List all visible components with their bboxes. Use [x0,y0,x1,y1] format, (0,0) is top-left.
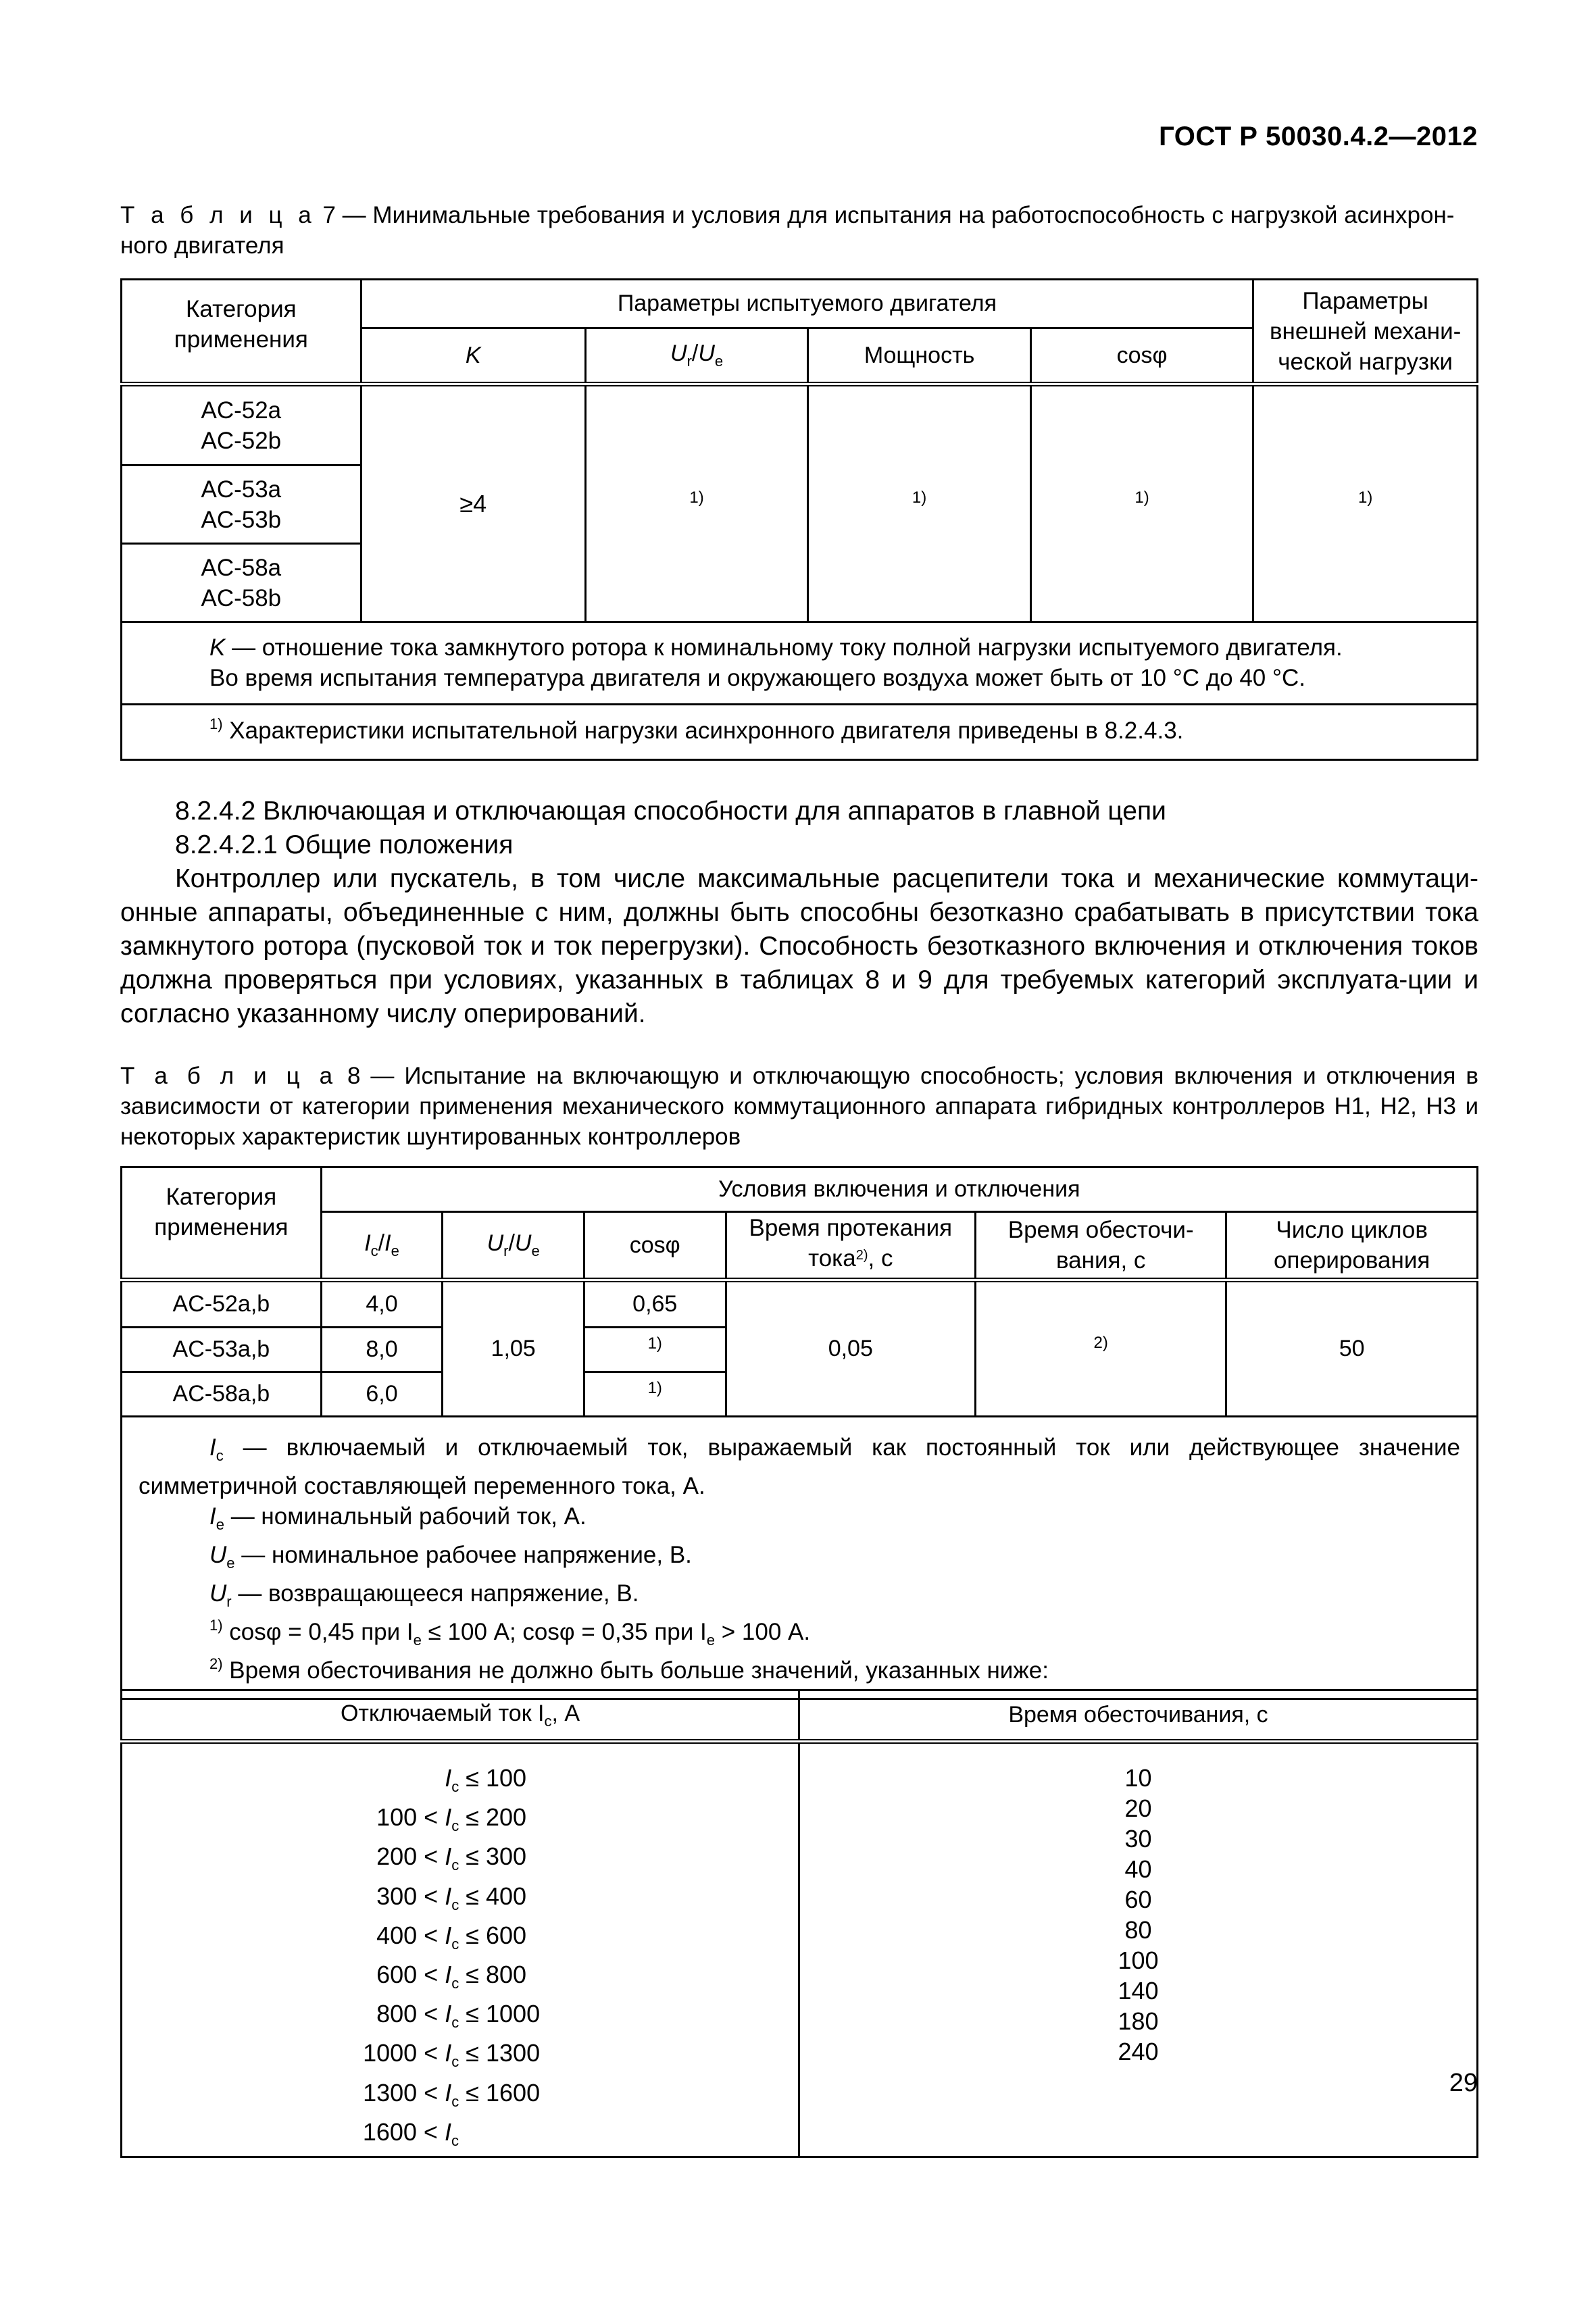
table8 [120,1166,1478,1700]
range-row: $1300 < I_c \le 1600$ [363,2078,541,2110]
table8-time-value: 0,05 [726,1280,975,1417]
body-paragraph: Контроллер или пускатель, в том числе максимальные расцепители тока и механические коммутаци-онные аппараты, объединенные с ним, должны быть способны безотказно срабатывать в присутствии тока замкнутого ротора (пусковой ток и ток перегрузки). Способность безотказного включения и отключения токов должна проверяться при условиях, указанных в таблицах 8 и 9 для требуемых категорий эксплуата-ции и согласно указанному числу оперирований. [120,864,1478,1028]
table7-cos-value: 1) [1030,384,1253,622]
table8-row-cos: 0,65 [584,1280,726,1328]
breaking-current-ranges [122,1742,799,2157]
table8-sub-break: Время обесточи-вания, с [976,1212,1226,1280]
table8-row-ic-ie: 8,0 [321,1328,443,1372]
table7-note: K — отношение тока замкнутого ротора к номинальному току полной нагрузки испытуемого двигателя. Во время испытания температура двигателя и окружающего воздуха может быть от 10 °С до 40 °С. [122,622,1478,705]
table8-sub-ur-ue: $U_r/U_e$ [443,1212,584,1280]
table8-ur-value: 1,05 [443,1280,584,1417]
standard-header: ГОСТ Р 50030.4.2—2012 [1159,122,1478,151]
breaking-time-table [120,1689,1478,2158]
time-value: 60 [1124,1886,1152,1913]
table7-footnote: $^{1)}$ Характеристики испытательной нагрузки асинхронного двигателя приведены в 8.2.4.3. [122,705,1478,760]
table8-cycles-value: 50 [1226,1280,1478,1417]
breaking-time-header: Время обесточивания, с [799,1690,1478,1742]
range-row: $1000 < I_c \le 1300$ [363,2039,541,2071]
table8-row-ic-ie: 6,0 [321,1372,443,1417]
table7-sub-cos: cosφ [1030,328,1253,384]
table7-col-motor-params: Параметры испытуемого двигателя [361,280,1253,328]
table8-sub-ic-ie: $I_c/I_e$ [321,1212,443,1280]
page-number: 29 [1449,2069,1478,2097]
range-row: $I_c \le 100$ [445,1764,527,1796]
breaking-time-values [799,1742,1478,2157]
table7-row-category: AC-58a AC-58b [122,544,361,622]
table7-sub-ur-ue: $U_r/U_e$ [585,328,807,384]
table7-sub-k: K [361,328,585,384]
section-text [120,795,1478,1031]
table7-external-value: 1) [1253,384,1478,622]
table7-row-category: AC-53a AC-53b [122,466,361,544]
time-value: 100 [1118,1946,1159,1974]
section-heading: 8.2.4.2 Включающая и отключающая способности для аппаратов в главной цепи [175,797,1166,826]
table8-caption: Т а б л и ц а 8 — Испытание на включающую и отключающую способность; условия включения и отключения в зависимости от категории применения механического коммутационного аппарата гибридных контроллеров Н1, Н2, Н3 и некоторых характеристик шунтированных контроллеров [120,1063,1478,1150]
table8-row-category: AC-52a,b [122,1280,322,1328]
table7-col-category: Категория применения [122,280,361,384]
table8-sub-cos: cosφ [584,1212,726,1280]
table8-sub-cycles: Число циклов оперирования [1226,1212,1478,1280]
table7-row-category: AC-52a AC-52b [122,384,361,466]
table8-col-category: Категория применения [122,1167,322,1280]
table7-caption: Т а б л и ц а 7 — Минимальные требования и условия для испытания на работоспособность с нагрузкой асинхрон-ного двигателя [120,202,1455,259]
time-value: 240 [1118,2038,1159,2065]
time-value: 80 [1124,1916,1152,1944]
table8-row-category: AC-58a,b [122,1372,322,1417]
range-row: $1600 < I_c$ [362,2117,459,2149]
table8-row-ic-ie: 4,0 [321,1280,443,1328]
time-value: 20 [1124,1794,1152,1822]
range-row: $300 < I_c \le 400$ [376,1882,527,1913]
breaking-current-header: Отключаемый ток $I_c$, А [122,1690,799,1742]
table7-ur-ue-value: 1) [585,384,807,622]
time-value: 180 [1118,2007,1159,2035]
table8-col-conditions: Условия включения и отключения [321,1167,1477,1212]
time-value: 30 [1124,1825,1152,1853]
table8-row-cos: 1) [584,1328,726,1372]
time-value: 40 [1124,1855,1152,1883]
subsection-heading: 8.2.4.2.1 Общие положения [175,830,514,859]
time-value: 140 [1118,1977,1159,2005]
table8-notes: $I_c$ — включаемый и отключаемый ток, выражаемый как постоянный ток или действующее значение симметричной составляющей переменного тока, А. $I_e$ — номинальный рабочий ток, А. $U_e$ — номинальное рабочее напряжение, В. $U_r$ — возвращающееся напряжение, В. $^{1)}$ cosφ = 0,45 при $I_e \le 100$ А; cosφ = 0,35 при $I_e > 100$ А. $^{2)}$ Время обесточивания не должно быть больше значений, указанных ниже: [122,1417,1478,1699]
table7-col-external: Параметры внешней механи-ческой нагрузки [1253,280,1478,384]
table8-sub-time: Время протекания тока$^{2)}$, с [726,1212,975,1280]
table7-power-value: 1) [808,384,1031,622]
table7-k-value: ≥4 [361,384,585,622]
table7 [120,278,1478,761]
table8-row-category: AC-53a,b [122,1328,322,1372]
table8-row-cos: 1) [584,1372,726,1417]
range-row: $600 < I_c \le 800$ [376,1960,527,1992]
range-row: $200 < I_c \le 300$ [376,1842,527,1874]
table7-sub-power: Мощность [808,328,1031,384]
time-value: 10 [1124,1764,1152,1792]
range-row: $800 < I_c \le 1000$ [376,2000,541,2032]
range-row: $400 < I_c \le 600$ [376,1921,527,1953]
table8-break-value: 2) [976,1280,1226,1417]
range-row: $100 < I_c \le 200$ [376,1803,527,1835]
